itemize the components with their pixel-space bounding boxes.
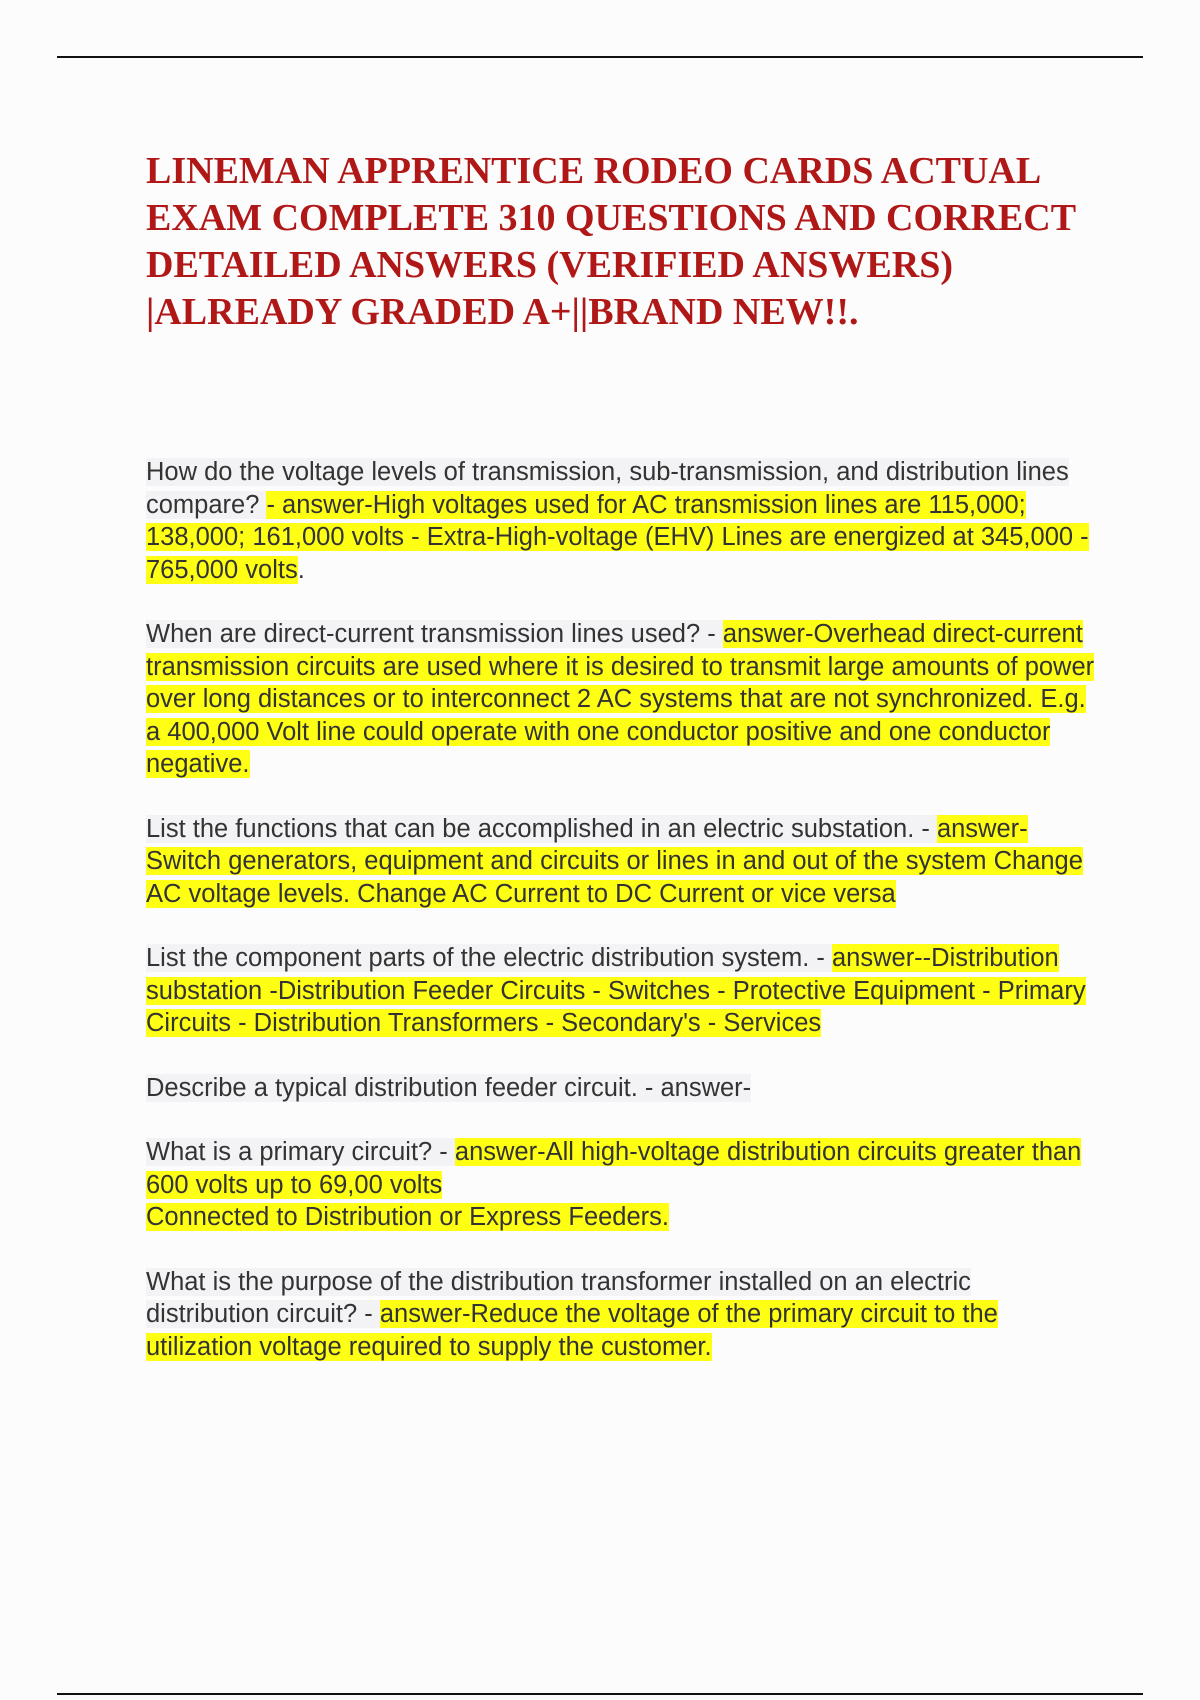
question-text: What is the purpose of the distribution transformer installed on an electric distribution circuit? -: [146, 1267, 971, 1328]
question-text: What is a primary circuit? -: [146, 1138, 455, 1166]
qa-item: [146, 1136, 1096, 1234]
question-text: When are direct-current transmission lines used? -: [146, 620, 723, 648]
answer-trailing: .: [297, 555, 305, 584]
answer-text: answer-Reduce the voltage of the primary circuit to the utilization voltage required to supply the customer.: [146, 1300, 998, 1361]
question-text: List the component parts of the electric distribution system. -: [146, 944, 832, 972]
question-text: How do the voltage levels of transmission, sub-transmission, and distribution lines compare?: [146, 458, 1069, 519]
answer-text: answer-All high-voltage distribution circuits greater than 600 volts up to 69,00 volts Connected to Distribution or Express Feeders.: [146, 1138, 1082, 1231]
document-title: LINEMAN APPRENTICE RODEO CARDS ACTUAL EXAM COMPLETE 310 QUESTIONS AND CORRECT DETAILED ANSWERS (VERIFIED ANSWERS) |ALREADY GRADED A+||BRAND NEW!!.: [146, 150, 1076, 333]
qa-item: [146, 813, 1096, 911]
answer-text: answer--Distribution substation -Distribution Feeder Circuits - Switches - Protective Equipment - Primary Circuits - Distribution Transformers - Secondary's - Services: [146, 944, 1086, 1037]
qa-item: [146, 1072, 1096, 1105]
footer-rule: [57, 1693, 1143, 1695]
question-text: Describe a typical distribution feeder circuit. - answer-: [146, 1073, 752, 1102]
answer-text: answer-Overhead direct-current transmission circuits are used where it is desired to transmit large amounts of power over long distances or to interconnect 2 AC systems that are not synchronized. E.g. a 400,000 Volt line could operate with one conductor positive and one conductor negative.: [146, 620, 1095, 778]
qa-item: [146, 1266, 1096, 1364]
answer-text: - answer-High voltages used for AC transmission lines are 115,000; 138,000; 161,000 volts - Extra-High-voltage (EHV) Lines are energized at 345,000 - 765,000 volts: [146, 490, 1089, 584]
qa-item: [146, 456, 1096, 586]
qa-item: [146, 942, 1096, 1040]
qa-item: [146, 618, 1096, 781]
answer-text: answer-Switch generators, equipment and circuits or lines in and out of the system Change AC voltage levels. Change AC Current to DC Current or vice versa: [146, 814, 1083, 908]
qa-list: [146, 456, 1096, 1395]
header-rule: [57, 56, 1143, 58]
question-text: List the functions that can be accomplished in an electric substation. -: [146, 814, 937, 843]
